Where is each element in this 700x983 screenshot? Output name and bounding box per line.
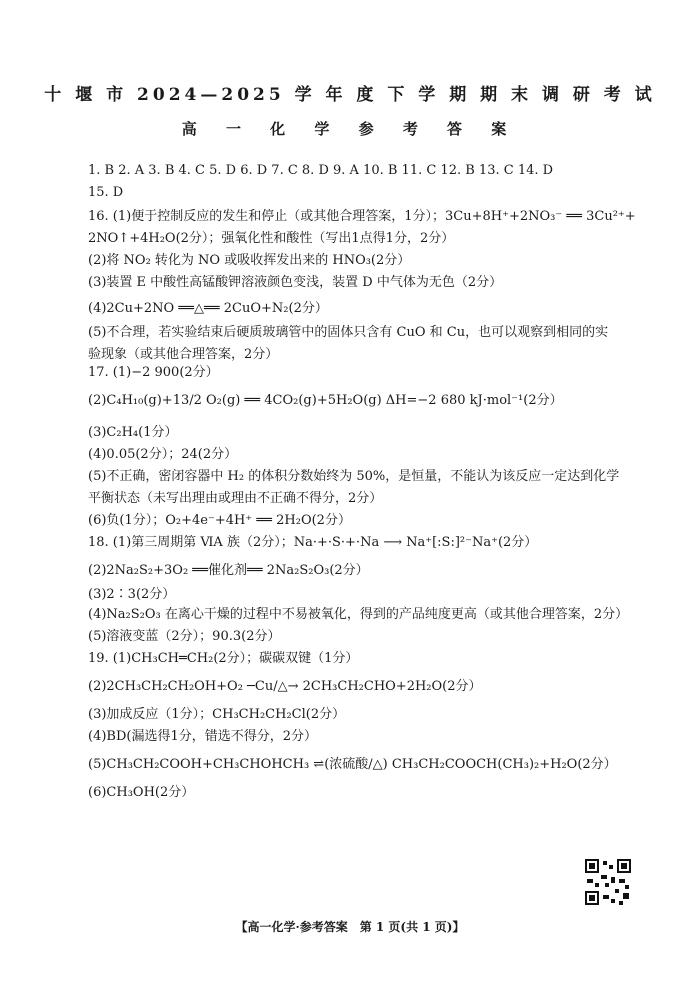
answer-line: (5)不合理，若实验结束后硬质玻璃管中的固体只含有 CuO 和 Cu，也可以观察到相同的实 [88, 325, 609, 340]
answer-line: (5)不正确，密闭容器中 H₂ 的体积分数始终为 50%，是恒量，不能认为该反应一定达到化学 [88, 469, 620, 484]
page-subtitle: 高 一 化 学 参 考 答 案 [181, 120, 519, 138]
answer-line: (4)BD(漏选得1分，错选不得分，2分） [88, 729, 318, 744]
answer-line: (3)C₂H₄(1分） [88, 425, 178, 440]
answer-line: (2)2CH₃CH₂CH₂OH+O₂ ─Cu/△→ 2CH₃CH₂CHO+2H₂O(2分） [88, 679, 482, 694]
answer-line: (2)将 NO₂ 转化为 NO 或吸收挥发出来的 HNO₃(2分） [88, 253, 411, 268]
answer-line: 17. (1)−2 900(2分） [88, 365, 219, 380]
answer-line: (4)Na₂S₂O₃ 在离心干燥的过程中不易被氧化，得到的产品纯度更高（或其他合理答案，2分） [88, 607, 629, 622]
answer-line: (2)2Na₂S₂+3O₂ ══催化剂══ 2Na₂S₂O₃(2分） [88, 563, 369, 578]
answer-line: (6)负(1分）；O₂+4e⁻+4H⁺ ══ 2H₂O(2分） [88, 513, 351, 528]
answer-line: 验现象（或其他合理答案，2分） [88, 347, 279, 362]
answer-line: (6)CH₃OH(2分） [88, 785, 195, 800]
page-footer: 【高一化学·参考答案 第 1 页(共 1 页)】 [235, 920, 465, 934]
answer-line: 1. B 2. A 3. B 4. C 5. D 6. D 7. C 8. D 9. A 10. B 11. C 12. B 13. C 14. D [88, 163, 554, 178]
page-title: 十 堰 市 2024—2025 学 年 度 下 学 期 期 末 调 研 考 试 [44, 85, 656, 105]
answer-line: (4)0.05(2分）；24(2分） [88, 447, 238, 462]
answer-line: (4)2Cu+2NO ══△══ 2CuO+N₂(2分） [88, 301, 328, 316]
answer-line: (2)C₄H₁₀(g)+13/2 O₂(g) ══ 4CO₂(g)+5H₂O(g) ΔH=−2 680 kJ·mol⁻¹(2分） [88, 393, 563, 408]
answer-line: (3)加成反应（1分）；CH₃CH₂CH₂Cl(2分） [88, 707, 346, 722]
answer-line: (3)装置 E 中酸性高锰酸钾溶液颜色变浅，装置 D 中气体为无色（2分） [88, 275, 503, 290]
answer-line: 19. (1)CH₃CH═CH₂(2分）；碳碳双键（1分） [88, 651, 359, 666]
answer-line: (5)溶液变蓝（2分）；90.3(2分） [88, 629, 281, 644]
answer-line: 16. (1)便于控制反应的发生和停止（或其他合理答案，1分）；3Cu+8H⁺+2NO₃⁻ ══ 3Cu²⁺+ [88, 209, 636, 224]
answer-line: 15. D [88, 185, 124, 200]
qr-code-icon [583, 857, 633, 907]
answer-line: (3)2∶3(2分） [88, 587, 176, 602]
answer-line: 平衡状态（未写出理由或理由不正确不得分，2分） [88, 491, 383, 506]
answer-line: (5)CH₃CH₂COOH+CH₃CHOHCH₃ ⇌(浓硫酸/△) CH₃CH₂COOCH(CH₃)₂+H₂O(2分） [88, 757, 617, 772]
answer-line: 2NO↑+4H₂O(2分）；强氧化性和酸性（写出1点得1分，2分） [88, 231, 455, 246]
answer-line: 18. (1)第三周期第 ⅥA 族（2分）；Na·+·S·+·Na ⟶ Na⁺[:S:]²⁻Na⁺(2分） [88, 535, 538, 550]
